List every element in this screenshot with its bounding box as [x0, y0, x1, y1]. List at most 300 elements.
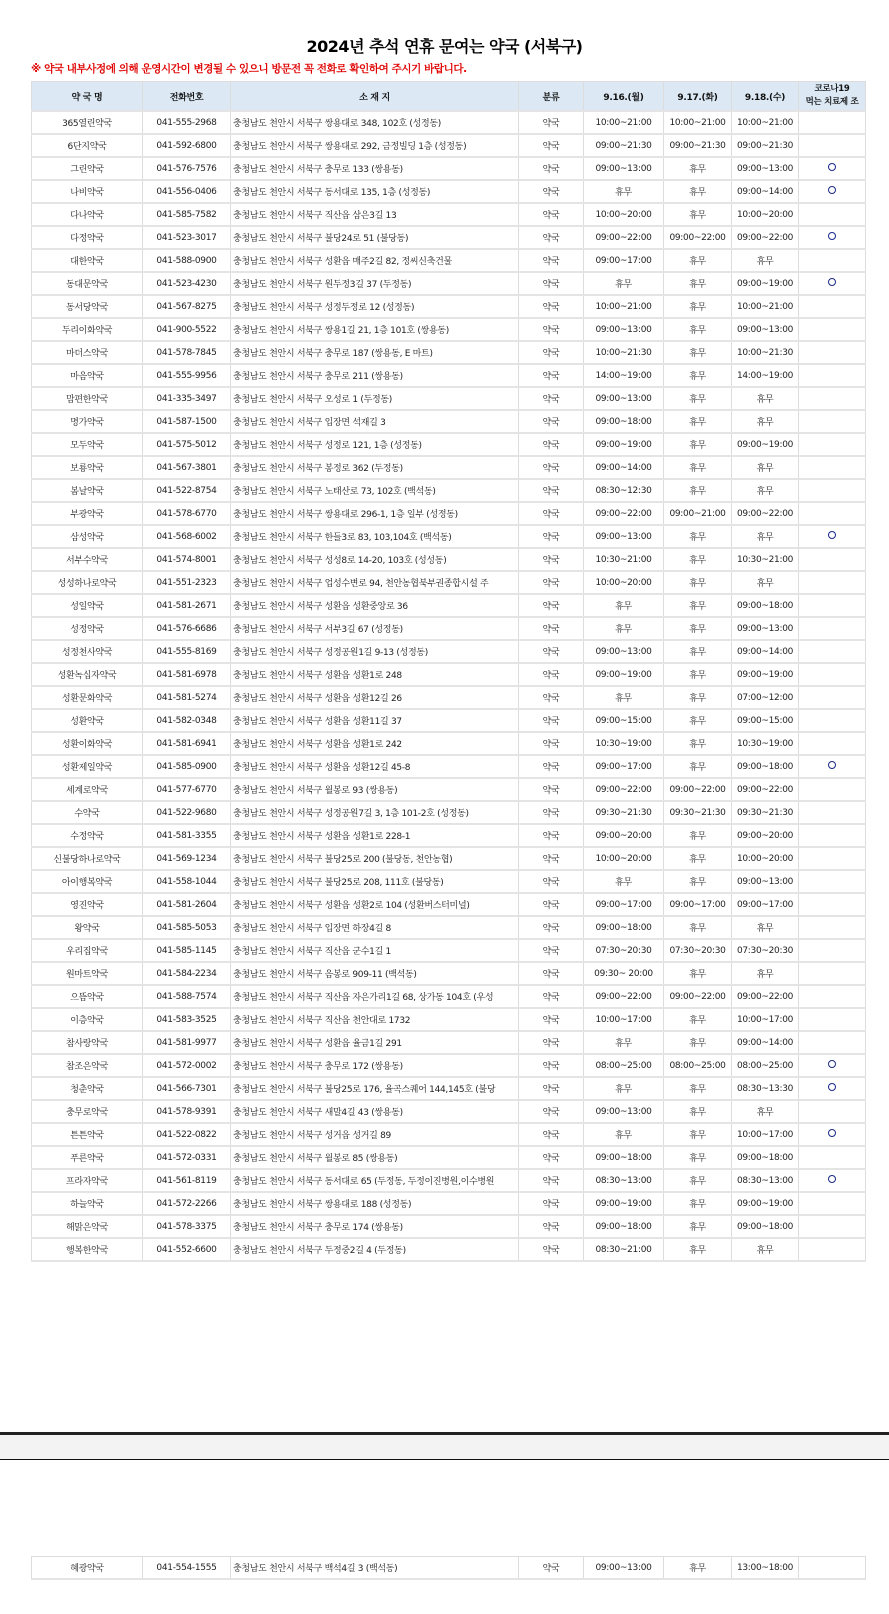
- hours-9-18-cell: 09:00~22:00: [732, 226, 799, 249]
- address-cell: 충청남도 천안시 서북구 직산읍 삼은3길 13: [231, 203, 519, 226]
- hours-9-17-cell: 휴무: [664, 1238, 732, 1261]
- phone-cell: 041-523-4230: [143, 272, 231, 295]
- category-cell: 약국: [519, 318, 584, 341]
- address-cell: 충청남도 천안시 서북구 쌍용대로 188 (성정동): [231, 1192, 519, 1215]
- hours-9-17-cell: 휴무: [664, 1077, 732, 1100]
- category-cell: 약국: [519, 755, 584, 778]
- pharmacy-name-cell: 성성하나로약국: [32, 571, 143, 594]
- hours-9-16-cell: 09:00~17:00: [584, 249, 664, 272]
- phone-cell: 041-335-3497: [143, 387, 231, 410]
- phone-cell: 041-575-5012: [143, 433, 231, 456]
- address-cell: 충청남도 천안시 서북구 한들3로 83, 103,104호 (백석동): [231, 525, 519, 548]
- category-cell: 약국: [519, 801, 584, 824]
- hours-9-18-cell: 10:00~20:00: [732, 847, 799, 870]
- hours-9-16-cell: 09:00~13:00: [584, 1557, 664, 1580]
- covid-treatment-cell: [799, 548, 866, 571]
- pharmacy-name-cell: 마음약국: [32, 364, 143, 387]
- phone-cell: 041-588-7574: [143, 985, 231, 1008]
- hours-9-18-cell: 13:00~18:00: [732, 1557, 799, 1580]
- hours-9-16-cell: 09:00~21:30: [584, 134, 664, 157]
- table-row: [32, 939, 866, 962]
- hours-9-16-cell: 09:30~21:30: [584, 801, 664, 824]
- category-cell: 약국: [519, 1146, 584, 1169]
- hours-9-16-cell: 09:00~13:00: [584, 157, 664, 180]
- phone-cell: 041-551-2323: [143, 571, 231, 594]
- category-cell: 약국: [519, 456, 584, 479]
- category-cell: 약국: [519, 1100, 584, 1123]
- hours-9-16-cell: 09:00~22:00: [584, 502, 664, 525]
- category-cell: 약국: [519, 732, 584, 755]
- address-cell: 충청남도 천안시 서북구 성환읍 성환2로 104 (성환버스터미널): [231, 893, 519, 916]
- table-row: [32, 663, 866, 686]
- table-row: [32, 272, 866, 295]
- address-cell: 충청남도 천안시 서북구 성환읍 성환11길 37: [231, 709, 519, 732]
- pharmacy-name-cell: 나비약국: [32, 180, 143, 203]
- table-row: [32, 341, 866, 364]
- phone-cell: 041-587-1500: [143, 410, 231, 433]
- hours-9-18-cell: 10:30~21:00: [732, 548, 799, 571]
- address-cell: 충청남도 천안시 서북구 성정로 121, 1층 (성정동): [231, 433, 519, 456]
- hours-9-18-cell: 07:00~12:00: [732, 686, 799, 709]
- table-row: [32, 824, 866, 847]
- hours-9-16-cell: 휴무: [584, 272, 664, 295]
- category-cell: 약국: [519, 709, 584, 732]
- hours-9-16-cell: 09:00~15:00: [584, 709, 664, 732]
- phone-cell: 041-569-1234: [143, 847, 231, 870]
- category-cell: 약국: [519, 1054, 584, 1077]
- hours-9-16-cell: 휴무: [584, 594, 664, 617]
- table-row: [32, 433, 866, 456]
- hours-9-18-cell: 09:00~19:00: [732, 663, 799, 686]
- circle-mark-icon: [828, 1060, 836, 1068]
- hours-9-17-cell: 휴무: [664, 1008, 732, 1031]
- phone-cell: 041-578-6770: [143, 502, 231, 525]
- header-day2: 9.17.(화): [664, 82, 732, 112]
- pharmacy-name-cell: 성일약국: [32, 594, 143, 617]
- address-cell: 충청남도 천안시 서북구 쌍용대로 296-1, 1층 일부 (성정동): [231, 502, 519, 525]
- hours-9-17-cell: 휴무: [664, 1192, 732, 1215]
- covid-treatment-cell: [799, 939, 866, 962]
- hours-9-18-cell: 08:00~25:00: [732, 1054, 799, 1077]
- table-row: [32, 1077, 866, 1100]
- address-cell: 충청남도 천안시 서북구 성환읍 성환중앙로 36: [231, 594, 519, 617]
- phone-cell: 041-578-3375: [143, 1215, 231, 1238]
- phone-cell: 041-523-3017: [143, 226, 231, 249]
- address-cell: 충청남도 천안시 서북구 노태산로 73, 102호 (백석동): [231, 479, 519, 502]
- phone-cell: 041-576-6686: [143, 617, 231, 640]
- pharmacy-name-cell: 충무로약국: [32, 1100, 143, 1123]
- hours-9-18-cell: 휴무: [732, 525, 799, 548]
- covid-treatment-cell: [799, 916, 866, 939]
- category-cell: 약국: [519, 686, 584, 709]
- pharmacy-name-cell: 모두약국: [32, 433, 143, 456]
- phone-cell: 041-561-8119: [143, 1169, 231, 1192]
- table-row: [32, 502, 866, 525]
- hours-9-18-cell: 09:30~21:30: [732, 801, 799, 824]
- covid-treatment-cell: [799, 571, 866, 594]
- hours-9-17-cell: 휴무: [664, 203, 732, 226]
- phone-cell: 041-584-2234: [143, 962, 231, 985]
- table-row: [32, 1054, 866, 1077]
- table-row: [32, 1557, 866, 1580]
- category-cell: 약국: [519, 203, 584, 226]
- hours-9-18-cell: 휴무: [732, 916, 799, 939]
- pharmacy-name-cell: 맘편한약국: [32, 387, 143, 410]
- covid-treatment-cell: [799, 847, 866, 870]
- pharmacy-name-cell: 성환녹십자약국: [32, 663, 143, 686]
- pharmacy-name-cell: 프라자약국: [32, 1169, 143, 1192]
- phone-cell: 041-585-0900: [143, 755, 231, 778]
- table-row: [32, 180, 866, 203]
- address-cell: 충청남도 천안시 서북구 성성8로 14-20, 103호 (성성동): [231, 548, 519, 571]
- hours-9-16-cell: 09:00~17:00: [584, 755, 664, 778]
- pharmacy-name-cell: 봄날약국: [32, 479, 143, 502]
- hours-9-17-cell: 09:00~21:30: [664, 134, 732, 157]
- page-gap-band: [0, 1435, 889, 1460]
- covid-treatment-cell: [799, 1123, 866, 1146]
- hours-9-16-cell: 07:30~20:30: [584, 939, 664, 962]
- covid-treatment-cell: [799, 893, 866, 916]
- pharmacy-name-cell: 푸른약국: [32, 1146, 143, 1169]
- pharmacy-name-cell: 성환이화약국: [32, 732, 143, 755]
- covid-treatment-cell: [799, 456, 866, 479]
- hours-9-16-cell: 휴무: [584, 870, 664, 893]
- pharmacy-name-cell: 365열린약국: [32, 111, 143, 134]
- address-cell: 충청남도 천안시 서북구 충무로 187 (쌍용동, E 마트): [231, 341, 519, 364]
- hours-9-17-cell: 휴무: [664, 272, 732, 295]
- pharmacy-name-cell: 명가약국: [32, 410, 143, 433]
- covid-treatment-cell: [799, 249, 866, 272]
- category-cell: 약국: [519, 433, 584, 456]
- covid-treatment-cell: [799, 1192, 866, 1215]
- table-row: [32, 1146, 866, 1169]
- category-cell: 약국: [519, 1169, 584, 1192]
- address-cell: 충청남도 천안시 서북구 원두정3길 37 (두정동): [231, 272, 519, 295]
- hours-9-18-cell: 휴무: [732, 479, 799, 502]
- phone-cell: 041-556-0406: [143, 180, 231, 203]
- hours-9-18-cell: 휴무: [732, 387, 799, 410]
- hours-9-17-cell: 휴무: [664, 410, 732, 433]
- address-cell: 충청남도 천안시 서북구 불당25로 208, 111호 (불당동): [231, 870, 519, 893]
- header-day3: 9.18.(수): [732, 82, 799, 112]
- phone-cell: 041-577-6770: [143, 778, 231, 801]
- pharmacy-name-cell: 세계로약국: [32, 778, 143, 801]
- hours-9-16-cell: 09:00~20:00: [584, 824, 664, 847]
- hours-9-16-cell: 09:00~19:00: [584, 433, 664, 456]
- hours-9-16-cell: 09:00~22:00: [584, 226, 664, 249]
- covid-treatment-cell: [799, 824, 866, 847]
- covid-treatment-cell: [799, 870, 866, 893]
- pharmacy-name-cell: 신불당하나로약국: [32, 847, 143, 870]
- covid-treatment-cell: [799, 410, 866, 433]
- pharmacy-name-cell: 동서당약국: [32, 295, 143, 318]
- page-title: 2024년 추석 연휴 문여는 약국 (서북구): [306, 37, 583, 56]
- hours-9-16-cell: 10:00~21:00: [584, 295, 664, 318]
- pharmacy-table: [31, 81, 866, 1262]
- hours-9-17-cell: 09:30~21:30: [664, 801, 732, 824]
- hours-9-18-cell: 09:00~20:00: [732, 824, 799, 847]
- circle-mark-icon: [828, 1083, 836, 1091]
- phone-cell: 041-581-9977: [143, 1031, 231, 1054]
- category-cell: 약국: [519, 410, 584, 433]
- address-cell: 충청남도 천안시 서북구 쌍용대로 292, 금정빌딩 1층 (성정동): [231, 134, 519, 157]
- table-row: [32, 479, 866, 502]
- pharmacy-name-cell: 수정약국: [32, 824, 143, 847]
- covid-treatment-cell: [799, 341, 866, 364]
- address-cell: 충청남도 천안시 서북구 서부3길 67 (성정동): [231, 617, 519, 640]
- address-cell: 충청남도 천안시 서북구 충무로 172 (쌍용동): [231, 1054, 519, 1077]
- hours-9-17-cell: 휴무: [664, 594, 732, 617]
- hours-9-18-cell: 09:00~17:00: [732, 893, 799, 916]
- covid-treatment-cell: [799, 180, 866, 203]
- phone-cell: 041-581-5274: [143, 686, 231, 709]
- hours-9-16-cell: 10:00~21:30: [584, 341, 664, 364]
- category-cell: 약국: [519, 295, 584, 318]
- table-row: [32, 617, 866, 640]
- phone-cell: 041-581-2604: [143, 893, 231, 916]
- address-cell: 충청남도 천안시 서북구 성정공원7길 3, 1층 101-2호 (성정동): [231, 801, 519, 824]
- pharmacy-name-cell: 튼튼약국: [32, 1123, 143, 1146]
- table-row: [32, 1100, 866, 1123]
- hours-9-17-cell: 07:30~20:30: [664, 939, 732, 962]
- hours-9-17-cell: 휴무: [664, 870, 732, 893]
- category-cell: 약국: [519, 1123, 584, 1146]
- address-cell: 충청남도 천안시 서북구 성거읍 성거길 89: [231, 1123, 519, 1146]
- covid-treatment-cell: [799, 778, 866, 801]
- phone-cell: 041-900-5522: [143, 318, 231, 341]
- address-cell: 충청남도 천안시 서북구 봉정로 362 (두정동): [231, 456, 519, 479]
- phone-cell: 041-552-6600: [143, 1238, 231, 1261]
- covid-treatment-cell: [799, 433, 866, 456]
- table-row: [32, 709, 866, 732]
- hours-9-16-cell: 휴무: [584, 617, 664, 640]
- hours-9-17-cell: 휴무: [664, 180, 732, 203]
- hours-9-16-cell: 09:00~18:00: [584, 410, 664, 433]
- table-row: [32, 1031, 866, 1054]
- hours-9-17-cell: 휴무: [664, 341, 732, 364]
- covid-treatment-cell: [799, 594, 866, 617]
- hours-9-18-cell: 09:00~19:00: [732, 433, 799, 456]
- phone-cell: 041-581-2671: [143, 594, 231, 617]
- hours-9-17-cell: 휴무: [664, 479, 732, 502]
- hours-9-18-cell: 09:00~13:00: [732, 318, 799, 341]
- address-cell: 충청남도 천안시 서북구 백석4길 3 (백석동): [231, 1557, 519, 1580]
- header-name: 약 국 명: [32, 82, 143, 112]
- hours-9-17-cell: 08:00~25:00: [664, 1054, 732, 1077]
- hours-9-18-cell: 10:00~21:00: [732, 111, 799, 134]
- address-cell: 충청남도 천안시 서북구 충무로 174 (쌍용동): [231, 1215, 519, 1238]
- hours-9-17-cell: 09:00~21:00: [664, 502, 732, 525]
- circle-mark-icon: [828, 1175, 836, 1183]
- header-phone: 전화번호: [143, 82, 231, 112]
- address-cell: 충청남도 천안시 서북구 업성수변로 94, 천안농협북부권종합시설 주: [231, 571, 519, 594]
- address-cell: 충청남도 천안시 서북구 월봉로 93 (쌍용동): [231, 778, 519, 801]
- hours-9-16-cell: 08:00~25:00: [584, 1054, 664, 1077]
- pharmacy-name-cell: 왕약국: [32, 916, 143, 939]
- hours-9-16-cell: 09:00~14:00: [584, 456, 664, 479]
- hours-9-17-cell: 휴무: [664, 571, 732, 594]
- table-row: [32, 525, 866, 548]
- covid-treatment-cell: [799, 1077, 866, 1100]
- table-row: [32, 686, 866, 709]
- phone-cell: 041-522-8754: [143, 479, 231, 502]
- covid-treatment-cell: [799, 387, 866, 410]
- hours-9-16-cell: 10:00~20:00: [584, 571, 664, 594]
- covid-treatment-cell: [799, 479, 866, 502]
- hours-9-17-cell: 10:00~21:00: [664, 111, 732, 134]
- hours-9-17-cell: 휴무: [664, 1146, 732, 1169]
- category-cell: 약국: [519, 134, 584, 157]
- phone-cell: 041-585-5053: [143, 916, 231, 939]
- phone-cell: 041-566-7301: [143, 1077, 231, 1100]
- circle-mark-icon: [828, 278, 836, 286]
- phone-cell: 041-572-0331: [143, 1146, 231, 1169]
- table-row: [32, 801, 866, 824]
- pharmacy-name-cell: 청춘약국: [32, 1077, 143, 1100]
- hours-9-17-cell: 휴무: [664, 732, 732, 755]
- address-cell: 충청남도 천안시 서북구 성정공원1길 9-13 (성정동): [231, 640, 519, 663]
- covid-treatment-cell: [799, 962, 866, 985]
- category-cell: 약국: [519, 548, 584, 571]
- hours-9-18-cell: 09:00~18:00: [732, 1215, 799, 1238]
- hours-9-17-cell: 휴무: [664, 295, 732, 318]
- category-cell: 약국: [519, 341, 584, 364]
- hours-9-16-cell: 08:30~21:00: [584, 1238, 664, 1261]
- pharmacy-name-cell: 삼성약국: [32, 525, 143, 548]
- category-cell: 약국: [519, 226, 584, 249]
- hours-9-17-cell: 휴무: [664, 1100, 732, 1123]
- pharmacy-name-cell: 서부수약국: [32, 548, 143, 571]
- hours-9-18-cell: 10:00~21:30: [732, 341, 799, 364]
- pharmacy-name-cell: 우리집약국: [32, 939, 143, 962]
- hours-9-18-cell: 09:00~14:00: [732, 1031, 799, 1054]
- category-cell: 약국: [519, 180, 584, 203]
- category-cell: 약국: [519, 893, 584, 916]
- category-cell: 약국: [519, 479, 584, 502]
- address-cell: 충청남도 천안시 서북구 성환읍 성환1로 242: [231, 732, 519, 755]
- hours-9-18-cell: 휴무: [732, 571, 799, 594]
- table-row: [32, 134, 866, 157]
- address-cell: 충청남도 천안시 서북구 입장면 석재길 3: [231, 410, 519, 433]
- covid-treatment-cell: [799, 295, 866, 318]
- category-cell: 약국: [519, 617, 584, 640]
- hours-9-17-cell: 휴무: [664, 824, 732, 847]
- category-cell: 약국: [519, 1557, 584, 1580]
- hours-9-18-cell: 14:00~19:00: [732, 364, 799, 387]
- hours-9-17-cell: 휴무: [664, 1123, 732, 1146]
- category-cell: 약국: [519, 640, 584, 663]
- circle-mark-icon: [828, 163, 836, 171]
- hours-9-17-cell: 휴무: [664, 640, 732, 663]
- address-cell: 충청남도 천안시 서북구 오성로 1 (두정동): [231, 387, 519, 410]
- pharmacy-name-cell: 이층약국: [32, 1008, 143, 1031]
- hours-9-18-cell: 09:00~22:00: [732, 985, 799, 1008]
- hours-9-16-cell: 09:30~ 20:00: [584, 962, 664, 985]
- category-cell: 약국: [519, 663, 584, 686]
- category-cell: 약국: [519, 1192, 584, 1215]
- covid-treatment-cell: [799, 709, 866, 732]
- pharmacy-name-cell: 대한약국: [32, 249, 143, 272]
- hours-9-17-cell: 휴무: [664, 548, 732, 571]
- category-cell: 약국: [519, 157, 584, 180]
- hours-9-16-cell: 09:00~18:00: [584, 916, 664, 939]
- covid-treatment-cell: [799, 1146, 866, 1169]
- pharmacy-name-cell: 다정약국: [32, 226, 143, 249]
- pharmacy-name-cell: 행복한약국: [32, 1238, 143, 1261]
- covid-treatment-cell: [799, 502, 866, 525]
- table-row: [32, 226, 866, 249]
- hours-9-17-cell: 휴무: [664, 433, 732, 456]
- covid-treatment-cell: [799, 1054, 866, 1077]
- pharmacy-name-cell: 성환제일약국: [32, 755, 143, 778]
- category-cell: 약국: [519, 1008, 584, 1031]
- covid-treatment-cell: [799, 640, 866, 663]
- hours-9-17-cell: 09:00~17:00: [664, 893, 732, 916]
- hours-9-16-cell: 14:00~19:00: [584, 364, 664, 387]
- category-cell: 약국: [519, 111, 584, 134]
- table-row: [32, 1192, 866, 1215]
- table-row: [32, 318, 866, 341]
- hours-9-18-cell: 09:00~13:00: [732, 157, 799, 180]
- hours-9-16-cell: 09:00~18:00: [584, 1215, 664, 1238]
- phone-cell: 041-555-2968: [143, 111, 231, 134]
- hours-9-16-cell: 10:30~19:00: [584, 732, 664, 755]
- category-cell: 약국: [519, 847, 584, 870]
- hours-9-16-cell: 09:00~13:00: [584, 318, 664, 341]
- covid-treatment-cell: [799, 272, 866, 295]
- covid-treatment-cell: [799, 732, 866, 755]
- hours-9-17-cell: 휴무: [664, 1557, 732, 1580]
- hours-9-16-cell: 휴무: [584, 1031, 664, 1054]
- covid-treatment-cell: [799, 755, 866, 778]
- table-row: [32, 548, 866, 571]
- hours-9-16-cell: 10:00~17:00: [584, 1008, 664, 1031]
- category-cell: 약국: [519, 272, 584, 295]
- category-cell: 약국: [519, 249, 584, 272]
- category-cell: 약국: [519, 1031, 584, 1054]
- address-cell: 충청남도 천안시 서북구 성환읍 성환1로 228-1: [231, 824, 519, 847]
- hours-9-16-cell: 09:00~13:00: [584, 640, 664, 663]
- category-cell: 약국: [519, 594, 584, 617]
- phone-cell: 041-568-6002: [143, 525, 231, 548]
- hours-9-16-cell: 10:00~20:00: [584, 847, 664, 870]
- header-type: 분류: [519, 82, 584, 112]
- header-covid: [799, 82, 866, 112]
- covid-treatment-cell: [799, 1008, 866, 1031]
- phone-cell: 041-558-1044: [143, 870, 231, 893]
- hours-9-18-cell: 08:30~13:00: [732, 1169, 799, 1192]
- address-cell: 충청남도 천안시 서북구 불당25로 200 (불당동, 천안농협): [231, 847, 519, 870]
- phone-cell: 041-522-9680: [143, 801, 231, 824]
- pharmacy-name-cell: 두리이화약국: [32, 318, 143, 341]
- hours-9-17-cell: 09:00~22:00: [664, 985, 732, 1008]
- table-row: [32, 111, 866, 134]
- phone-cell: 041-572-2266: [143, 1192, 231, 1215]
- category-cell: 약국: [519, 1077, 584, 1100]
- pharmacy-name-cell: 혜광약국: [32, 1557, 143, 1580]
- hours-9-18-cell: 10:00~20:00: [732, 203, 799, 226]
- pharmacy-name-cell: 동대문약국: [32, 272, 143, 295]
- hours-9-16-cell: 09:00~22:00: [584, 985, 664, 1008]
- table-row: [32, 1123, 866, 1146]
- address-cell: 충청남도 천안시 서북구 성환읍 율금1길 291: [231, 1031, 519, 1054]
- table-row: [32, 203, 866, 226]
- table-row: [32, 870, 866, 893]
- hours-9-17-cell: 휴무: [664, 525, 732, 548]
- header-day1: 9.16.(월): [584, 82, 664, 112]
- hours-9-18-cell: 휴무: [732, 410, 799, 433]
- table-row: [32, 893, 866, 916]
